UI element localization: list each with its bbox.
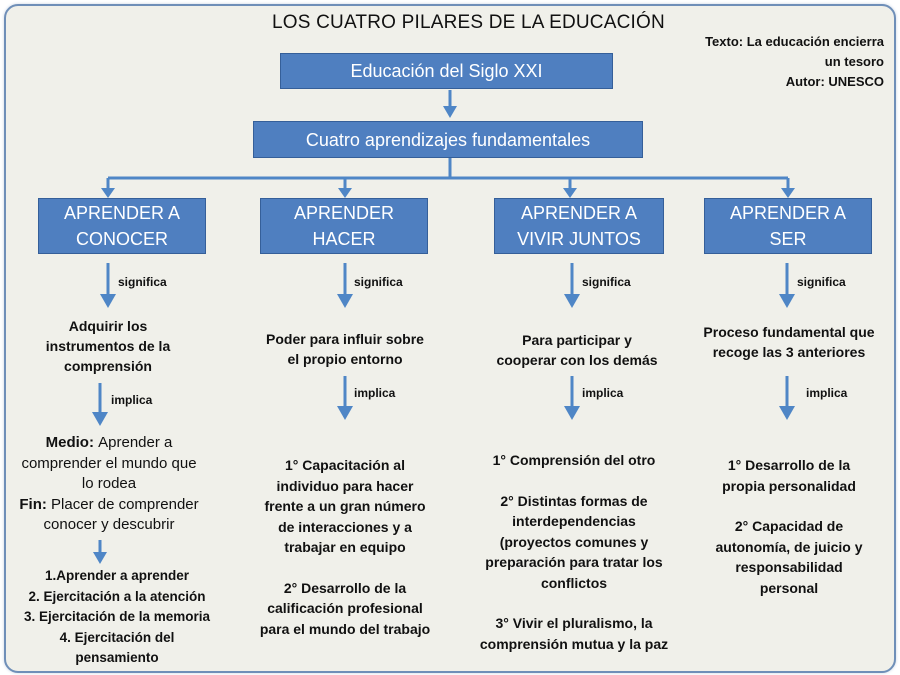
list-item: (proyectos comunes y [499, 533, 649, 550]
meaning-ser-line: Proceso fundamental que [703, 324, 875, 340]
list-item: propia personalidad [722, 477, 856, 494]
box-educacion-siglo-xxi: Educación del Siglo XXI [280, 53, 613, 89]
list-item: 3. Ejercitación de la memoria [23, 609, 211, 624]
list-spacer [462, 471, 686, 491]
fin-line-1 [6, 495, 212, 516]
list-spacer [240, 558, 450, 578]
list-spacer [462, 593, 686, 613]
medio-line-1 [6, 433, 212, 454]
list-item: 2. Ejercitación a la atención [28, 588, 206, 604]
label-implica-vivir: implica [582, 386, 624, 400]
pillar-conocer-line1: APRENDER A [63, 203, 181, 223]
list-item: para el mundo del trabajo [259, 620, 431, 637]
list-item: de interacciones y a [278, 518, 412, 535]
list-item: autonomía, de juicio y [715, 538, 863, 555]
pillar-vivir-line1: APRENDER A [520, 203, 638, 223]
list-item: 2° Capacidad de [734, 518, 844, 534]
source-author: Autor: UNESCO [785, 74, 884, 89]
list-ser [686, 455, 892, 598]
list-item: 1° Desarrollo de la [727, 457, 851, 473]
label-significa-vivir: significa [582, 275, 631, 289]
label-significa-conocer: significa [118, 275, 167, 289]
meaning-ser-line: recoge las 3 anteriores [712, 344, 866, 360]
arrow-fin-to-list-head [93, 552, 107, 564]
list-item: 2° Desarrollo de la [283, 579, 407, 596]
source-line-1: Texto: La educación encierra [705, 34, 884, 49]
medio-fin-block [6, 433, 212, 536]
meaning-vivir [472, 330, 682, 370]
meaning-conocer-line: comprensión [64, 358, 152, 374]
diagram-title: LOS CUATRO PILARES DE LA EDUCACIÓN [272, 12, 665, 33]
meaning-conocer [18, 316, 198, 376]
connector-to-ser-head [781, 188, 795, 198]
list-item: 2° Distintas formas de [500, 492, 648, 509]
medio-text-1: Aprender a [98, 434, 173, 451]
list-vivir [462, 450, 686, 654]
arrow-significa-conocer-head [100, 294, 116, 308]
arrow-significa-ser-head [779, 294, 795, 308]
list-item: individuo para hacer [276, 477, 414, 494]
medio-line-2: comprender el mundo que [21, 454, 197, 472]
pillar-box-vivir-juntos [494, 198, 664, 254]
list-item: interdependencias [512, 513, 636, 529]
meaning-hacer-line: Poder para influir sobre [266, 331, 424, 347]
arrow-implica-conocer-head [92, 412, 108, 426]
label-significa-hacer: significa [354, 275, 403, 289]
meaning-hacer [240, 329, 450, 369]
fin-line-2: conocer y descubrir [43, 516, 175, 533]
list-item: preparación para tratar los [485, 554, 663, 570]
fin-label: Fin: [19, 495, 47, 513]
list-item: responsabilidad [735, 559, 843, 575]
arrow-significa-vivir-head [564, 294, 580, 308]
list-item: 3° Vivir el pluralismo, la [495, 615, 653, 631]
label-implica-ser: implica [806, 386, 848, 400]
connector-to-vivir-head [563, 188, 577, 198]
pillar-box-ser [704, 198, 872, 254]
meaning-vivir-line: Para participar y [522, 332, 632, 348]
source-citation [705, 32, 884, 92]
list-item: personal [759, 579, 819, 596]
pillar-conocer-line2: CONOCER [75, 229, 168, 249]
list-item: 1.Aprender a aprender [44, 568, 190, 583]
label-significa-ser: significa [797, 275, 846, 289]
arrow-implica-hacer-head [337, 406, 353, 420]
meaning-conocer-line: Adquirir los [68, 318, 148, 334]
pillar-hacer-line2: HACER [312, 229, 376, 249]
list-item: pensamiento [75, 650, 159, 665]
arrow-implica-vivir-head [564, 406, 580, 420]
box-cuatro-aprendizajes: Cuatro aprendizajes fundamentales [253, 121, 643, 158]
connector-to-hacer-head [338, 188, 352, 198]
meaning-hacer-line: el propio entorno [287, 351, 403, 367]
meaning-vivir-line: cooperar con los demás [496, 352, 658, 368]
list-item: 1° Capacitación al [285, 457, 405, 473]
label-implica-hacer: implica [354, 386, 396, 400]
list-item: comprensión mutua y la paz [479, 635, 669, 652]
arrow-significa-hacer-head [337, 294, 353, 308]
pillar-box-hacer [260, 198, 428, 254]
list-item: 1° Comprensión del otro [492, 452, 656, 468]
list-conocer [6, 566, 228, 669]
pillar-ser-line2: SER [769, 229, 807, 249]
pillar-hacer-line1: APRENDER [293, 203, 395, 223]
arrow-siglo-to-aprendizajes-head [443, 106, 457, 118]
meaning-ser [686, 322, 892, 362]
medio-line-3: lo rodea [81, 475, 137, 492]
list-item: frente a un gran número [264, 498, 426, 514]
list-item: 4. Ejercitación del [59, 629, 175, 645]
fin-text-1: Placer de comprender [51, 495, 199, 513]
pillar-ser-line1: APRENDER A [729, 203, 847, 223]
pillar-vivir-line2: VIVIR JUNTOS [517, 229, 641, 249]
source-line-2: un tesoro [824, 54, 884, 69]
connector-to-conocer-head [101, 188, 115, 198]
list-hacer [240, 455, 450, 639]
pillar-box-conocer [38, 198, 206, 254]
list-item: conflictos [540, 574, 608, 591]
medio-label: Medio: [45, 434, 94, 451]
list-item: calificación profesional [267, 600, 423, 616]
list-spacer [686, 496, 892, 516]
label-implica-conocer: implica [111, 393, 153, 407]
list-item: trabajar en equipo [284, 539, 406, 555]
meaning-conocer-line: instrumentos de la [45, 338, 171, 354]
arrow-implica-ser-head [779, 406, 795, 420]
